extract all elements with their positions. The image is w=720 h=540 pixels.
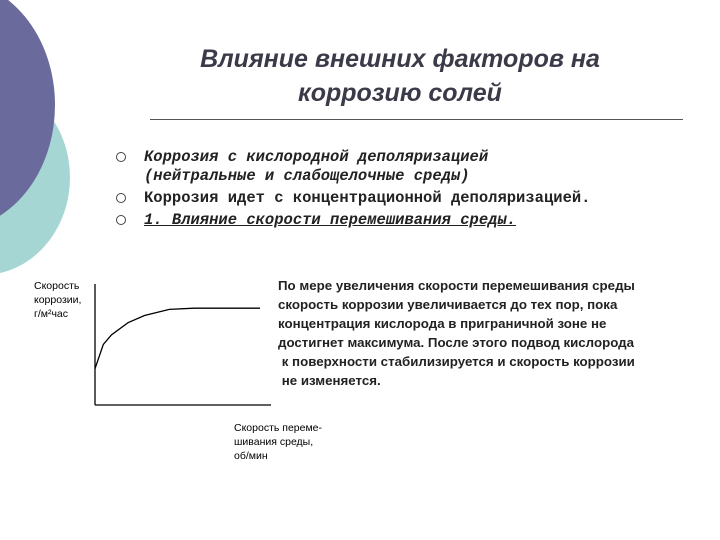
y-axis-label-line-1: Скорость [34,280,80,292]
description-line: скорость коррозии увеличивается до тех пор, пока [278,297,618,312]
title-divider [150,119,683,120]
corrosion-rate-curve [95,308,260,369]
bullet-item [116,189,706,208]
slide-title-line-1: Влияние внешних факторов на [200,45,600,73]
x-axis-label [234,422,323,462]
description-line: По мере увеличения скорости перемешивания среды [278,278,635,293]
slide-title [150,42,650,110]
y-axis-label [34,280,81,320]
bullet-item [116,148,706,186]
description-line: к поверхности стабилизируется и скорость коррозии [278,354,635,369]
slide-title-line-2: коррозию солей [298,79,502,107]
y-axis-label-line-2: коррозии, [34,294,82,306]
circle-bullet-icon [116,193,126,203]
bullet-text: 1. Влияние скорости перемешивания среды. [144,211,517,229]
x-axis-label-line-2: шивания среды, [234,436,314,448]
y-axis-label-line-3: г/м²час [34,308,69,320]
description-line: не изменяется. [278,373,381,388]
description-line: достигнет максимума. После этого подвод кислорода [278,335,634,350]
bullet-text: Коррозия идет с концентрационной деполяризацией. [144,189,591,207]
description-text [278,276,718,390]
circle-bullet-icon [116,215,126,225]
circle-bullet-icon [116,152,126,162]
bullet-text-line-1: Коррозия с кислородной деполяризацией [144,148,489,166]
bullet-text-line-2: (нейтральные и слабощелочные среды) [144,167,470,185]
bullet-list [116,148,706,230]
description-line: концентрация кислорода в приграничной зоне не [278,316,607,331]
x-axis-label-line-3: об/мин [234,450,268,462]
bullet-item [116,211,706,230]
x-axis-label-line-1: Скорость переме- [234,422,323,434]
